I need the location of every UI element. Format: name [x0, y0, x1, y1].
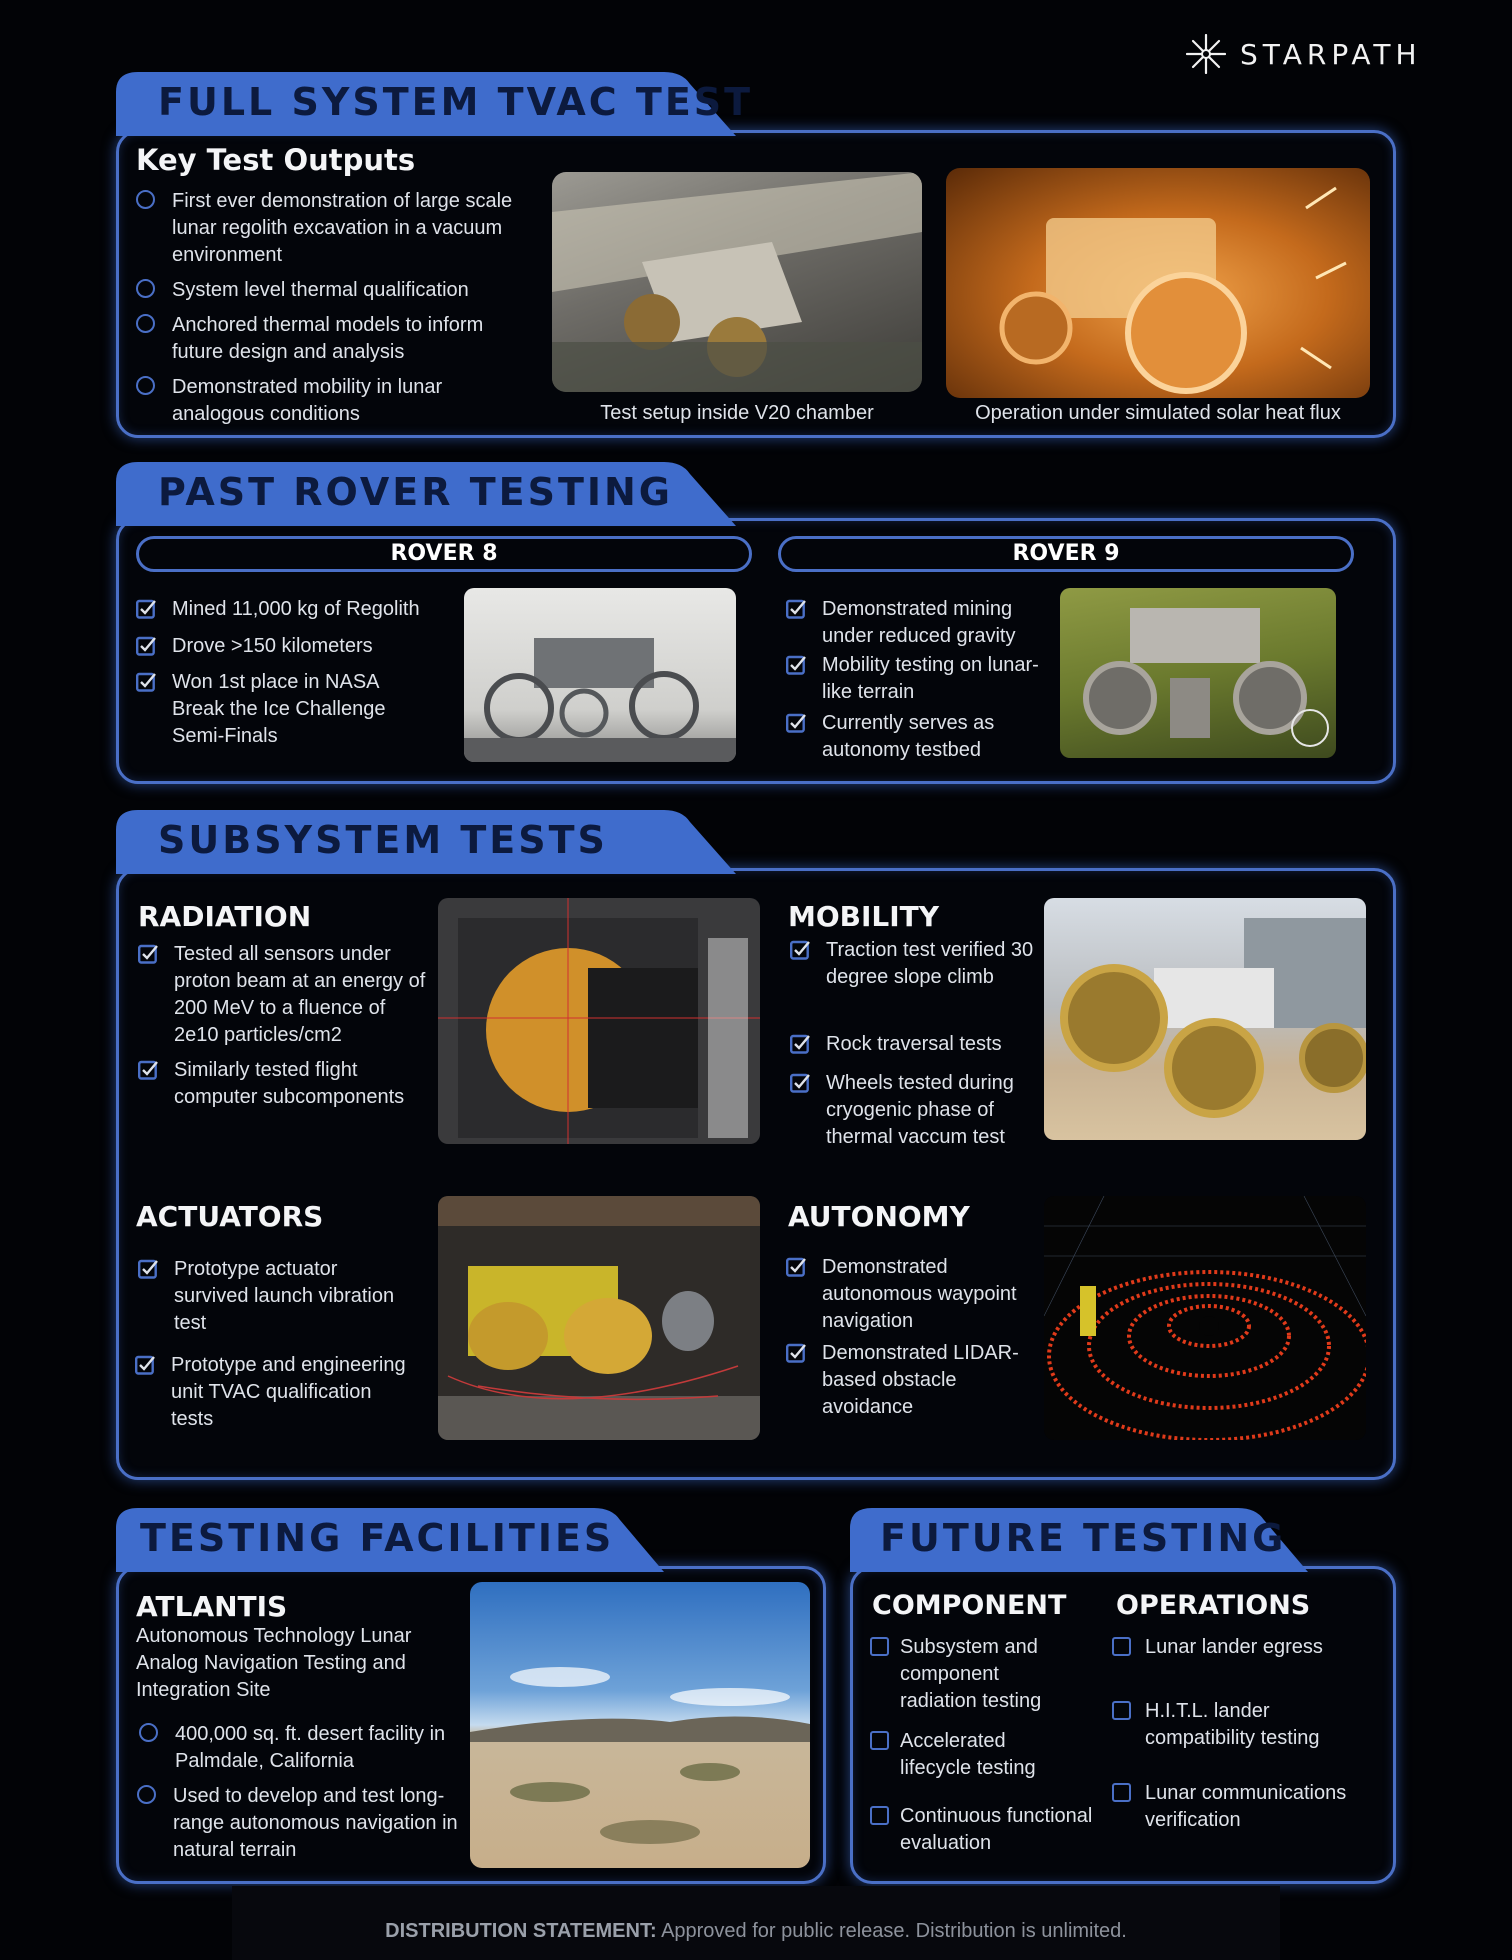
checkbox-checked-icon	[790, 1072, 811, 1093]
atlantis-desert-photo	[470, 1582, 810, 1868]
checkbox-empty-icon	[1112, 1637, 1131, 1656]
subsystem-title: SUBSYSTEM TESTS	[158, 818, 608, 862]
future-tab	[850, 1508, 1308, 1572]
tvac-caption-1: Test setup inside V20 chamber	[600, 402, 874, 424]
component-heading: COMPONENT	[872, 1590, 1067, 1621]
checkbox-checked-icon	[790, 1033, 811, 1054]
tvac-subtitle: Key Test Outputs	[136, 143, 416, 177]
checkbox-checked-icon	[135, 1354, 156, 1375]
distribution-statement	[232, 1920, 1280, 1943]
tvac-chamber-photo	[552, 172, 922, 392]
circle-bullet-icon	[137, 1785, 156, 1804]
rover8-bullet: Won 1st place in NASA Break the Ice Challenge Semi-Finals	[172, 669, 412, 750]
circle-bullet-icon	[136, 190, 155, 209]
operations-bullet: H.I.T.L. lander compatibility testing	[1145, 1698, 1375, 1752]
radiation-bullet: Similarly tested flight computer subcomponents	[174, 1057, 434, 1111]
facility-bullet: 400,000 sq. ft. desert facility in Palmdale, California	[175, 1721, 465, 1775]
checkbox-checked-icon	[138, 1258, 159, 1279]
circle-bullet-icon	[136, 314, 155, 333]
tvac-bullet: Anchored thermal models to inform future design and analysis	[172, 312, 512, 366]
tvac-bullet: System level thermal qualification	[172, 277, 532, 304]
operations-heading: OPERATIONS	[1116, 1590, 1311, 1621]
brand-name: STARPATH	[1240, 37, 1422, 71]
autonomy-bullet: Demonstrated LIDAR-based obstacle avoidance	[822, 1340, 1042, 1421]
checkbox-checked-icon	[138, 1059, 159, 1080]
rover8-bullet: Mined 11,000 kg of Regolith	[172, 596, 442, 623]
checkbox-empty-icon	[1112, 1783, 1131, 1802]
rover9-photo	[1060, 588, 1336, 758]
tvac-title: FULL SYSTEM TVAC TEST	[158, 80, 754, 124]
facility-description: Autonomous Technology Lunar Analog Navigation Testing and Integration Site	[136, 1625, 412, 1701]
checkbox-empty-icon	[870, 1806, 889, 1825]
actuators-heading: ACTUATORS	[136, 1200, 324, 1233]
checkbox-checked-icon	[786, 1256, 807, 1277]
checkbox-checked-icon	[786, 654, 807, 675]
checkbox-empty-icon	[870, 1731, 889, 1750]
rover9-bullet: Mobility testing on lunar-like terrain	[822, 652, 1042, 706]
actuators-photo	[438, 1196, 760, 1440]
past-tab	[116, 462, 736, 526]
checkbox-checked-icon	[136, 598, 157, 619]
past-title: PAST ROVER TESTING	[158, 470, 673, 514]
checkbox-empty-icon	[870, 1637, 889, 1656]
radiation-bullet: Tested all sensors under proton beam at an energy of 200 MeV to a fluence of 2e10 particles/cm2	[174, 941, 434, 1049]
star-burst-icon	[1186, 34, 1226, 74]
checkbox-checked-icon	[790, 939, 811, 960]
tvac-tab	[116, 72, 754, 136]
checkbox-checked-icon	[136, 671, 157, 692]
component-bullet: Accelerated lifecycle testing	[900, 1728, 1080, 1782]
distribution-label: DISTRIBUTION STATEMENT:	[385, 1920, 657, 1942]
checkbox-checked-icon	[786, 712, 807, 733]
checkbox-checked-icon	[786, 1342, 807, 1363]
rover8-photo	[464, 588, 736, 762]
operations-bullet: Lunar communications verification	[1145, 1780, 1375, 1834]
mobility-bullet: Traction test verified 30 degree slope climb	[826, 937, 1036, 991]
checkbox-checked-icon	[786, 598, 807, 619]
circle-bullet-icon	[136, 279, 155, 298]
tvac-caption-2: Operation under simulated solar heat flux	[975, 402, 1341, 424]
brand-logo	[1186, 32, 1486, 76]
tvac-solar-flux-photo	[946, 168, 1370, 398]
checkbox-empty-icon	[1112, 1701, 1131, 1720]
rover9-label: ROVER 9	[778, 536, 1354, 572]
subsystem-tab	[116, 810, 736, 874]
autonomy-lidar-photo	[1044, 1196, 1366, 1440]
radiation-photo	[438, 898, 760, 1144]
component-bullet: Continuous functional evaluation	[900, 1803, 1100, 1857]
rover8-label: ROVER 8	[136, 536, 752, 572]
circle-bullet-icon	[136, 376, 155, 395]
actuators-bullet: Prototype and engineering unit TVAC qualification tests	[171, 1352, 411, 1433]
radiation-heading: RADIATION	[138, 900, 312, 933]
mobility-heading: MOBILITY	[788, 900, 940, 933]
mobility-bullet: Wheels tested during cryogenic phase of thermal vaccum test	[826, 1070, 1036, 1151]
mobility-photo	[1044, 898, 1366, 1140]
facility-name: ATLANTIS	[136, 1590, 288, 1623]
actuators-bullet: Prototype actuator survived launch vibration test	[174, 1256, 414, 1337]
rover9-bullet: Currently serves as autonomy testbed	[822, 710, 1042, 764]
facility-bullet: Used to develop and test long-range autonomous navigation in natural terrain	[173, 1783, 463, 1864]
facilities-title: TESTING FACILITIES	[140, 1516, 615, 1560]
autonomy-bullet: Demonstrated autonomous waypoint navigation	[822, 1254, 1042, 1335]
tvac-bullet: First ever demonstration of large scale lunar regolith excavation in a vacuum environment	[172, 188, 532, 269]
distribution-text: Approved for public release. Distribution is unlimited.	[656, 1920, 1127, 1942]
checkbox-checked-icon	[136, 635, 157, 656]
facilities-tab	[116, 1508, 664, 1572]
mobility-bullet: Rock traversal tests	[826, 1031, 1046, 1058]
rover8-bullet: Drove >150 kilometers	[172, 633, 442, 660]
autonomy-heading: AUTONOMY	[788, 1200, 970, 1233]
future-title: FUTURE TESTING	[880, 1516, 1287, 1560]
circle-bullet-icon	[139, 1723, 158, 1742]
component-bullet: Subsystem and component radiation testing	[900, 1634, 1080, 1715]
rover9-bullet: Demonstrated mining under reduced gravity	[822, 596, 1042, 650]
footer	[232, 1886, 1280, 1960]
operations-bullet: Lunar lander egress	[1145, 1634, 1375, 1661]
checkbox-checked-icon	[138, 943, 159, 964]
tvac-bullet: Demonstrated mobility in lunar analogous conditions	[172, 374, 492, 428]
